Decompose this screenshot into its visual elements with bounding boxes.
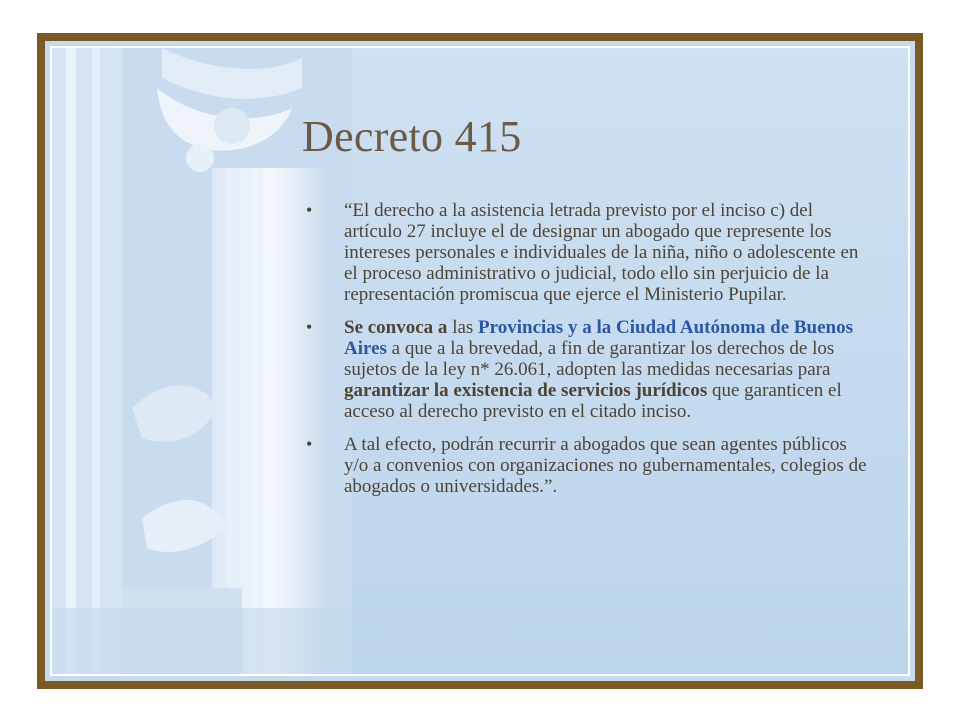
- slide-panel: [45, 41, 915, 681]
- bullet-text-strong: garantizar la existencia de servicios jurídicos: [344, 380, 708, 401]
- slide-title: Decreto 415: [302, 112, 522, 161]
- bullet-text-highlight: Provincias y a la Ciudad Autónoma de Buenos Aires: [344, 317, 854, 359]
- bullet-text: a que a la brevedad, a fin de garantizar los derechos de los sujetos de la ley n* 26.061, adopten las medidas necesarias para: [344, 338, 835, 380]
- slide: [50, 46, 910, 676]
- bullet-text: las: [447, 317, 479, 338]
- bullet-item: [302, 200, 872, 305]
- bullet-list: [302, 200, 872, 509]
- bullet-item: [302, 317, 872, 422]
- bullet-text: “El derecho a la asistencia letrada previsto por el inciso c) del artículo 27 incluye el de designar un abogado que represente los intereses personales e individuales de la niña, niño o adolescente en el proceso administrativo o judicial, todo ello sin perjuicio de la representación promiscua que ejerce el Ministerio Pupilar.: [344, 200, 859, 305]
- bullet-text-strong: Se convoca a: [344, 317, 448, 338]
- bullet-icon: •: [306, 317, 313, 337]
- slide-frame: [37, 33, 923, 689]
- bullet-icon: •: [306, 200, 313, 220]
- bullet-text: que garanticen el acceso al derecho previsto en el citado inciso.: [344, 380, 842, 422]
- bullet-icon: •: [306, 434, 313, 454]
- bullet-item: [302, 434, 872, 497]
- bullet-text: A tal efecto, podrán recurrir a abogados que sean agentes públicos y/o a convenios con organizaciones no gubernamentales, colegios de abogados o universidades.”.: [344, 434, 867, 497]
